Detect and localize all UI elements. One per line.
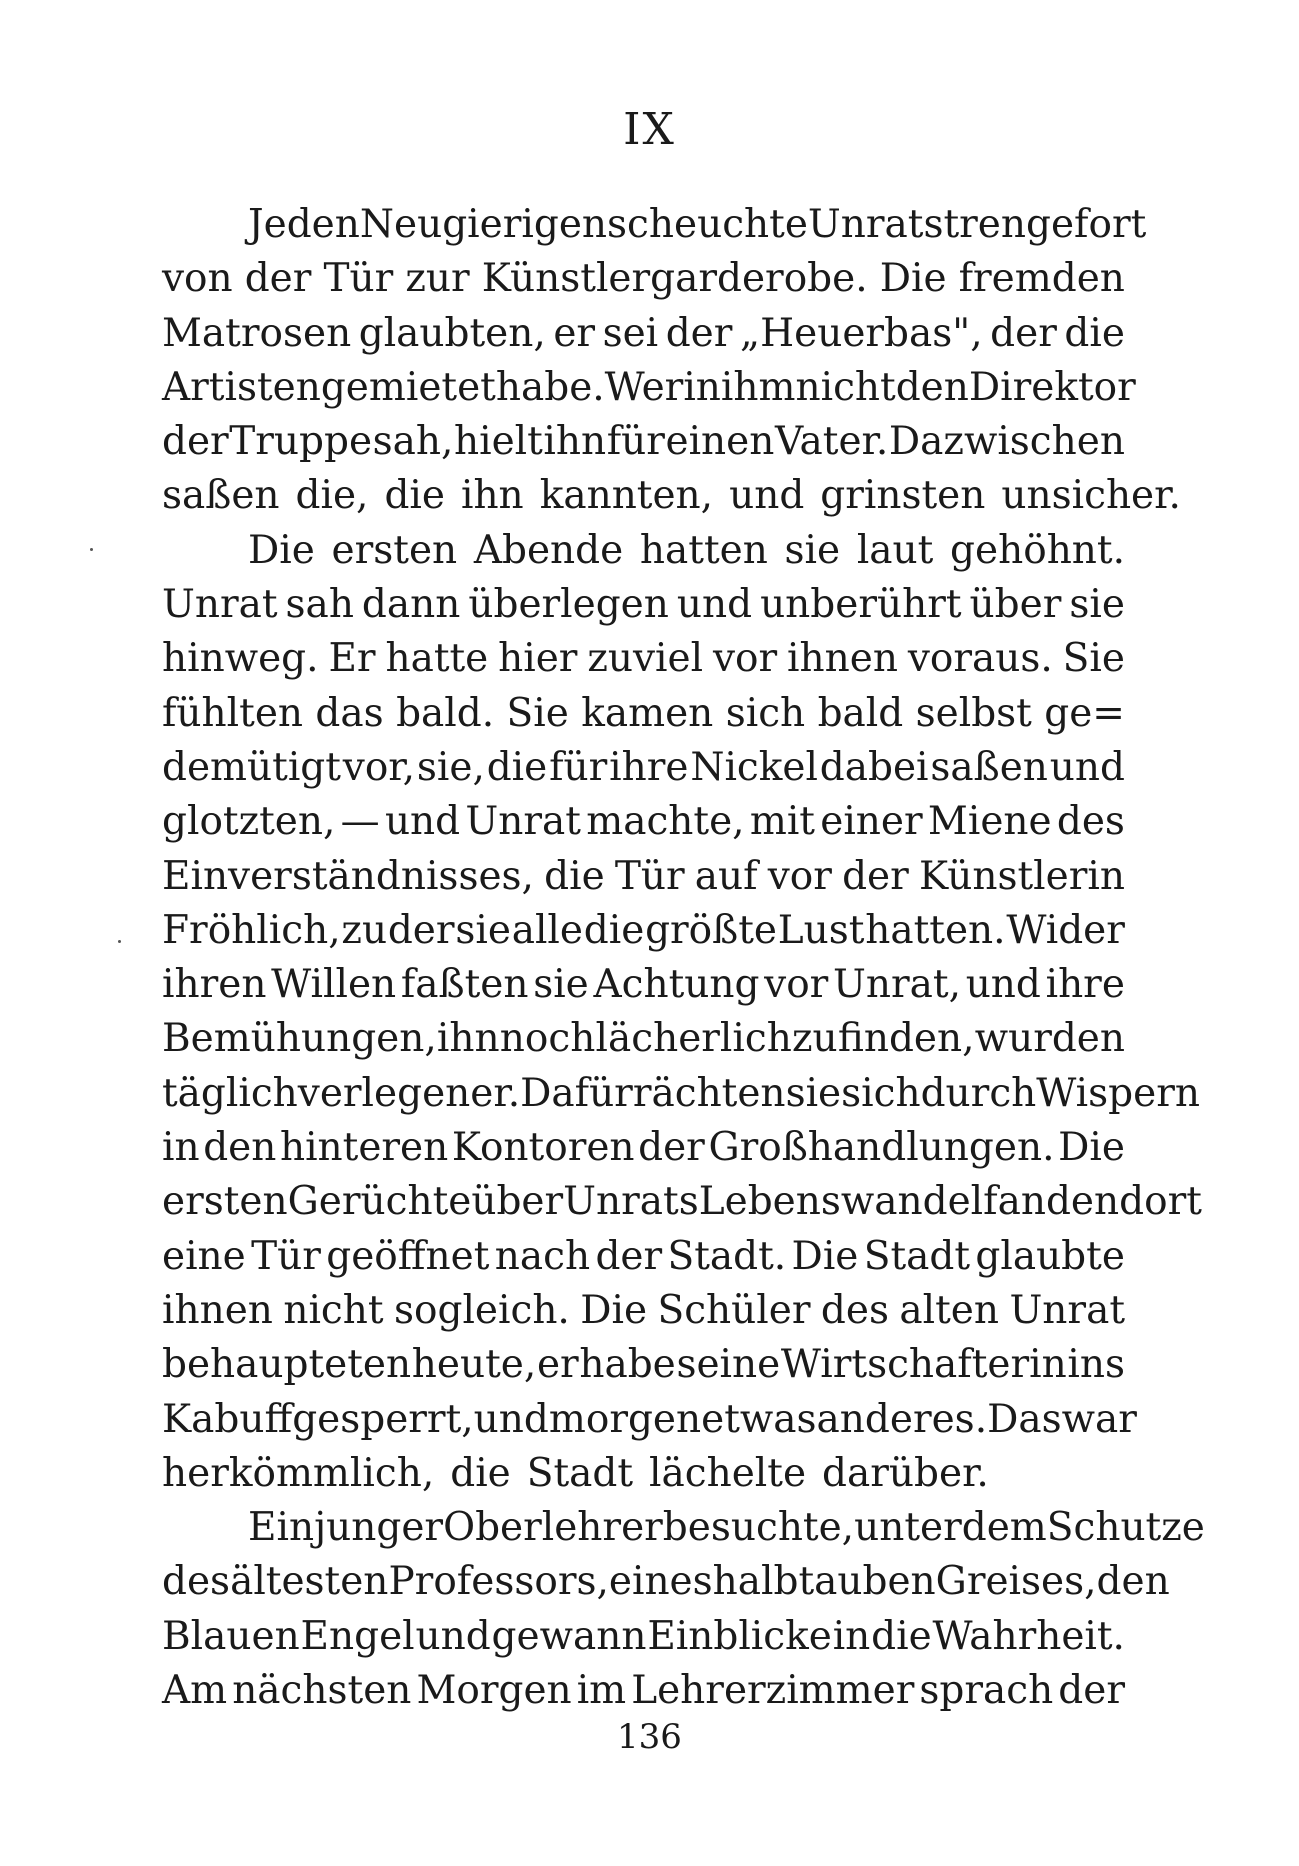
page-number: 136 [617,1717,682,1757]
text-line: eine Tür geöffnet nach der Stadt. Die Stadt glaubte [162,1233,1125,1279]
text-line: Ein junger Oberlehrer besuchte, unter dem Schutze [248,1505,1205,1551]
text-line: der Truppe sah, hielt ihn für einen Vater. Dazwischen [162,419,1125,465]
text-line: täglich verlegener. Dafür rächten sie sich durch Wispern [162,1070,1200,1116]
scan-speck [90,548,93,551]
text-line: Die ersten Abende hatten sie laut gehöhnt. [248,527,1125,573]
text-line: ersten Gerüchte über Unrats Lebenswandel fanden dort [162,1179,1202,1225]
text-line: saßen die, die ihn kannten, und grinsten unsicher. [162,473,1181,519]
text-line: Bemühungen, ihn noch lächerlich zu finden, wurden [162,1016,1125,1062]
text-line: hinweg. Er hatte hier zuviel vor ihnen voraus. Sie [162,636,1125,682]
text-line: Am nächsten Morgen im Lehrerzimmer sprach der [162,1668,1125,1714]
text-line: Fröhlich, zu der sie alle die größte Lust hatten. Wider [162,907,1125,953]
text-line: fühlten das bald. Sie kamen sich bald selbst ge= [162,690,1125,736]
text-line: Jeden Neugierigen scheuchte Unrat strenge fort [248,202,1147,247]
text-line: Artisten gemietet habe. Wer in ihm nicht den Direktor [162,364,1136,410]
text-line: Einverständnisses, die Tür auf vor der Künstlerin [162,853,1125,899]
text-line: des ältesten Professors, eines halbtauben Greises, den [162,1559,1170,1605]
text-line: behaupteten heute, er habe seine Wirtschafterin ins [162,1342,1125,1388]
text-line: von der Tür zur Künstlergarderobe. Die fremden [162,256,1125,302]
chapter-heading: IX [623,104,676,155]
text-line: Matrosen glaubten, er sei der „Heuerbas", der die [162,310,1125,356]
text-line: Unrat sah dann überlegen und unberührt über sie [162,582,1125,628]
text-line: in den hinteren Kontoren der Großhandlungen. Die [162,1125,1125,1171]
text-line: Kabuff gesperrt, und morgen etwas anderes. Das war [162,1396,1137,1442]
body-text [162,198,1205,1718]
text-line: demütigt vor, sie, die für ihre Nickel dabei saßen und [162,744,1125,790]
text-line: Blauen Engel und gewann Einblicke in die Wahrheit. [162,1613,1125,1659]
text-line: ihnen nicht sogleich. Die Schüler des alten Unrat [162,1287,1125,1333]
text-line: glotzten, — und Unrat machte, mit einer Miene des [162,799,1125,845]
text-line: ihren Willen faßten sie Achtung vor Unrat, und ihre [162,962,1125,1008]
scan-speck [118,940,121,943]
text-line: herkömmlich, die Stadt lächelte darüber. [162,1450,989,1496]
